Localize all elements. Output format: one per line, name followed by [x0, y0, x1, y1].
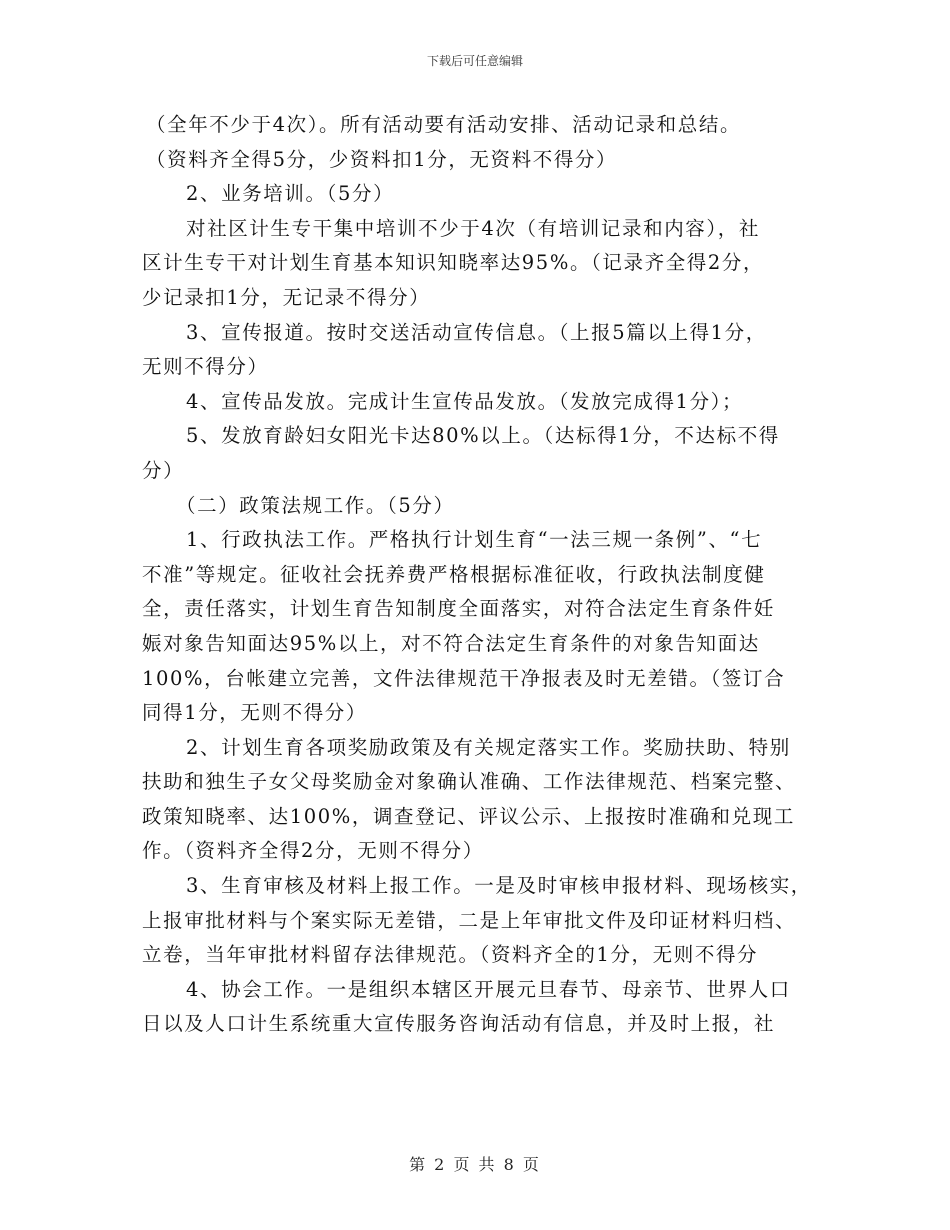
text-line: 2、计划生育各项奖励政策及有关规定落实工作。奖励扶助、特别 — [186, 735, 791, 759]
text-line: （全年不少于4次）。所有活动要有活动安排、活动记录和总结。 — [146, 113, 742, 136]
text-line: 对社区计生专干集中培训不少于4次（有培训记录和内容），社 — [186, 216, 760, 240]
text-line: 无则不得分） — [142, 355, 269, 379]
text-line: 5、发放育龄妇女阳光卡达80%以上。（达标得1分，不达标不得 — [186, 424, 780, 448]
text-line: 4、协会工作。一是组织本辖区开展元旦春节、母亲节、世界人口 — [186, 977, 791, 1001]
text-line: 不准”等规定。征收社会抚养费严格根据标准征收，行政执法制度健 — [142, 562, 766, 586]
section-heading: （二）政策法规工作。（5分） — [176, 493, 455, 517]
text-line: 娠对象告知面达95%以上，对不符合法定生育条件的对象告知面达 — [142, 631, 760, 655]
text-line: 100%，台帐建立完善，文件法律规范干净报表及时无差错。（签订合 — [142, 666, 786, 690]
text-line: 立卷，当年审批材料留存法律规范。（资料齐全的1分，无则不得分 — [142, 943, 759, 967]
text-line: （资料齐全得5分，少资料扣1分，无资料不得分） — [146, 147, 618, 171]
text-line: 同得1分，无则不得分） — [142, 701, 368, 725]
text-line: 1、行政执法工作。严格执行计划生育“一法三规一条例”、“七 — [186, 528, 763, 552]
text-line: 日以及人口计生系统重大宣传服务咨询活动有信息，并及时上报，社 — [142, 1012, 776, 1036]
text-line: 区计生专干对计划生育基本知识知晓率达95%。（记录齐全得2分， — [142, 251, 765, 275]
document-body — [142, 108, 822, 1042]
text-line: 政策知晓率、达100%，调查登记、评议公示、上报按时准确和兑现工 — [142, 804, 795, 828]
text-line: 2、业务培训。（5分） — [186, 182, 395, 206]
text-line: 作。（资料齐全得2分，无则不得分） — [142, 839, 484, 863]
text-line: 3、宣传报道。按时交送活动宣传信息。（上报5篇以上得1分， — [186, 320, 767, 344]
text-line: 全，责任落实，计划生育告知制度全面落实，对符合法定生育条件妊 — [142, 597, 776, 621]
text-line: 分） — [142, 458, 185, 482]
text-line: 4、宣传品发放。完成计生宣传品发放。（发放完成得1分）； — [186, 389, 744, 413]
page-header: 下载后可任意编辑 — [426, 54, 523, 68]
page-number-footer: 第 2 页 共 8 页 — [409, 1155, 541, 1174]
text-line: 上报审批材料与个案实际无差错，二是上年审批文件及印证材料归档、 — [142, 908, 797, 932]
text-line: 3、生育审核及材料上报工作。一是及时审核申报材料、现场核实， — [186, 874, 812, 898]
text-line: 扶助和独生子女父母奖励金对象确认准确、工作法律规范、档案完整、 — [142, 770, 797, 794]
text-line: 少记录扣1分，无记录不得分） — [142, 285, 431, 309]
